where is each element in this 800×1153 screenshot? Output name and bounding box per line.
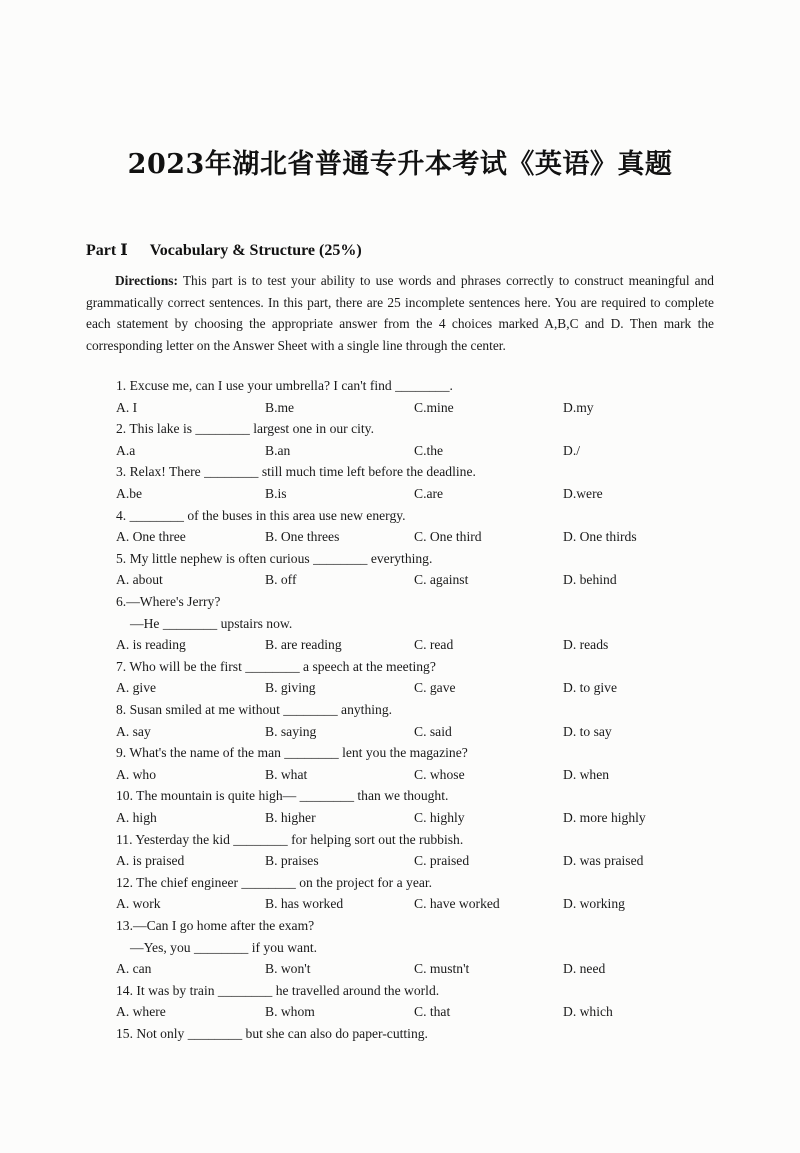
option-c: C. against [414,572,469,588]
option-c: C. whose [414,766,465,782]
option-d: D./ [563,442,580,458]
option-a: A.a [116,442,136,458]
option-a: A. give [116,680,157,696]
option-c: C. praised [414,853,470,869]
question-stem: 12. The chief engineer ________ on the project for a year. [116,874,433,890]
option-c: C. have worked [414,896,500,912]
question-stem: 13.—Can I go home after the exam? [116,918,315,933]
option-d: D.were [563,486,603,501]
question-reply: —He ________ upstairs now. [130,615,293,631]
option-b: B. are reading [265,637,342,653]
option-b: B.me [265,399,295,415]
option-a: A. who [116,766,157,782]
question-stem: 10. The mountain is quite high— ________ than we thought. [116,788,449,804]
question-stem: 1. Excuse me, can I use your umbrella? I can't find ________. [116,378,453,393]
directions [86,270,714,356]
option-d: D. to say [563,723,612,739]
part-number: Part Ⅰ [86,242,128,259]
option-b: B. praises [265,853,319,869]
question-stem: 4. ________ of the buses in this area use new energy. [116,507,406,523]
directions-text: This part is to test your ability to use words and phrases correctly to construct meaningful and grammatically correct sentences. In this part, there are 25 incomplete sentences here. You are required to complete each statement by choosing the appropriate answer from the 4 choices marked A,B,C and D. Then mark the corresponding letter on the Answer Sheet with a single line through the center. [86,273,715,353]
question-reply: —Yes, you ________ if you want. [130,939,318,955]
question-stem: 7. Who will be the first ________ a speech at the meeting? [116,658,436,674]
option-b: B. won't [265,961,311,977]
option-c: C. One third [414,529,482,545]
option-d: D. to give [563,680,617,696]
option-c: C.are [414,486,444,501]
option-b: B. off [265,572,297,588]
option-a: A. where [116,1004,166,1020]
option-a: A. high [116,810,157,825]
option-b: B. saying [265,723,317,739]
page-title: 2023年湖北省普通专升本考试《英语》真题 [127,149,673,180]
option-d: D. behind [563,572,617,588]
question-stem: 2. This lake is ________ largest one in our city. [116,421,374,437]
option-d: D. reads [563,637,609,653]
option-d: D.my [563,399,594,415]
option-d: D. need [563,961,606,977]
option-b: B. what [265,766,308,782]
part-heading [86,240,362,260]
question-stem: 15. Not only ________ but she can also do paper-cutting. [116,1026,428,1041]
option-c: C. read [414,637,454,653]
option-c: C. mustn't [414,961,470,977]
option-c: C. said [414,723,452,739]
question-stem: 6.—Where's Jerry? [116,594,221,609]
option-a: A. can [116,961,152,977]
option-b: B. whom [265,1004,315,1020]
option-c: C.mine [414,399,454,415]
option-b: B.an [265,442,291,458]
question-stem: 3. Relax! There ________ still much time left before the deadline. [116,464,476,480]
option-c: C. that [414,1004,451,1020]
part-name: Vocabulary & Structure (25%) [149,242,362,259]
question-stem: 9. What's the name of the man ________ lent you the magazine? [116,745,468,761]
option-c: C.the [414,442,444,458]
option-c: C. highly [414,810,465,825]
option-b: B.is [265,486,287,501]
option-a: A. One three [116,529,186,545]
option-c: C. gave [414,680,456,696]
question-stem: 5. My little nephew is often curious ________ everything. [116,550,433,566]
option-a: A. I [116,399,138,415]
option-a: A.be [116,486,143,501]
option-b: B. One threes [265,529,340,545]
option-d: D. which [563,1004,613,1020]
option-b: B. higher [265,810,316,825]
option-d: D. One thirds [563,529,637,545]
question-stem: 8. Susan smiled at me without ________ anything. [116,702,393,717]
option-b: B. giving [265,680,316,696]
question-stem: 14. It was by train ________ he travelled around the world. [116,982,440,998]
option-a: A. work [116,896,161,912]
question-stem: 11. Yesterday the kid ________ for helping sort out the rubbish. [116,831,464,847]
option-d: D. more highly [563,810,646,825]
option-d: D. when [563,766,610,782]
option-a: A. is praised [116,853,185,869]
directions-label: Directions: [115,273,178,288]
option-a: A. about [116,572,163,588]
option-d: D. was praised [563,853,644,869]
option-a: A. say [116,723,151,739]
option-d: D. working [563,896,625,912]
option-b: B. has worked [265,896,344,912]
option-a: A. is reading [116,637,186,653]
